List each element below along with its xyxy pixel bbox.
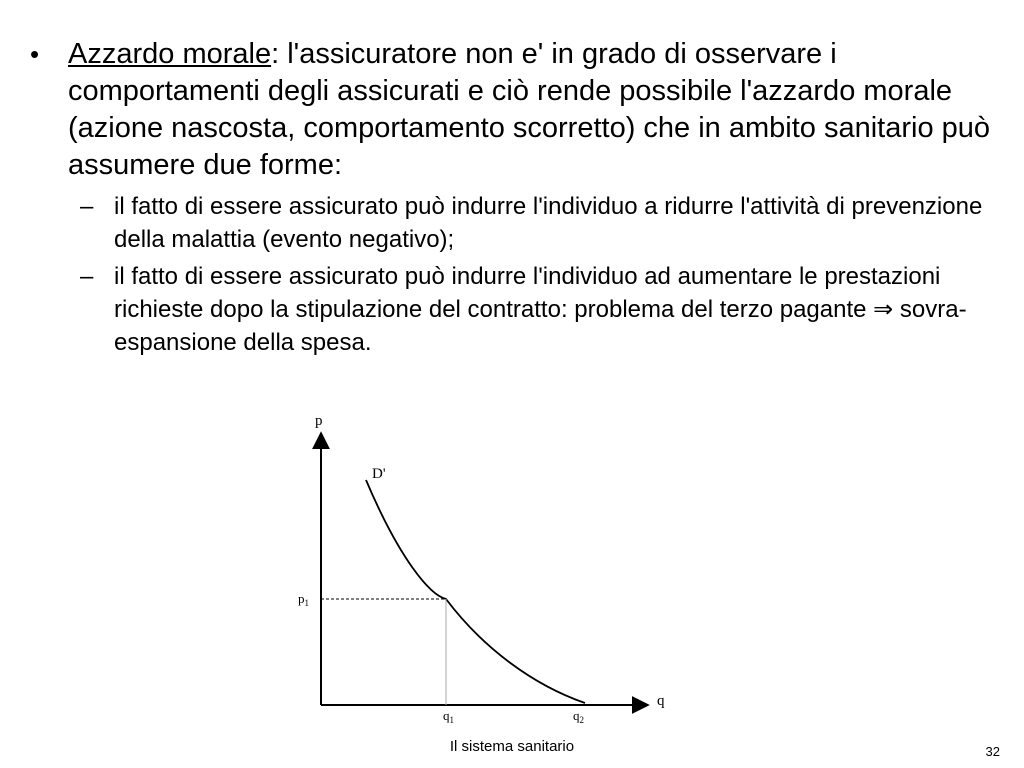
curve-label: D' xyxy=(372,466,386,482)
y-axis-label: p xyxy=(315,413,323,429)
sub-bullet-1 xyxy=(26,190,1006,256)
demand-curve xyxy=(366,480,585,703)
demand-chart xyxy=(288,405,688,730)
bullet-text: : l'assicuratore non e' in grado di osservare i comportamenti degli assicurati e ciò rende possibile l'azzardo morale (azione nascosta, comportamento scorretto) che in ambito sanitario può assumere due forme: xyxy=(68,38,991,181)
x-axis-label: q xyxy=(657,693,665,709)
bullet-paragraph xyxy=(26,36,1006,184)
bullet-marker: • xyxy=(30,39,40,69)
sub-bullets xyxy=(26,190,1006,359)
sub-bullet-text: il fatto di essere assicurato può indurre l'individuo ad aumentare le prestazioni richieste dopo la stipulazione del contratto: problema del terzo pagante ⇒ sovra-espansione della spesa. xyxy=(114,263,967,356)
tick-q2: $q_2$ xyxy=(573,708,584,725)
dash-marker: – xyxy=(80,193,94,220)
sub-bullet-text: il fatto di essere assicurato può indurre l'individuo a ridurre l'attività di prevenzione della malattia (evento negativo); xyxy=(114,193,983,253)
page-number: 32 xyxy=(985,744,1000,759)
dash-marker: – xyxy=(80,263,94,290)
main-bullet xyxy=(26,36,1006,359)
tick-q1: $q_1$ xyxy=(443,708,454,725)
sub-bullet-2 xyxy=(26,260,1006,359)
term-azzardo-morale: Azzardo morale xyxy=(68,38,272,70)
footer-title: Il sistema sanitario xyxy=(449,738,575,755)
tick-p1: $p_1$ xyxy=(298,591,309,608)
